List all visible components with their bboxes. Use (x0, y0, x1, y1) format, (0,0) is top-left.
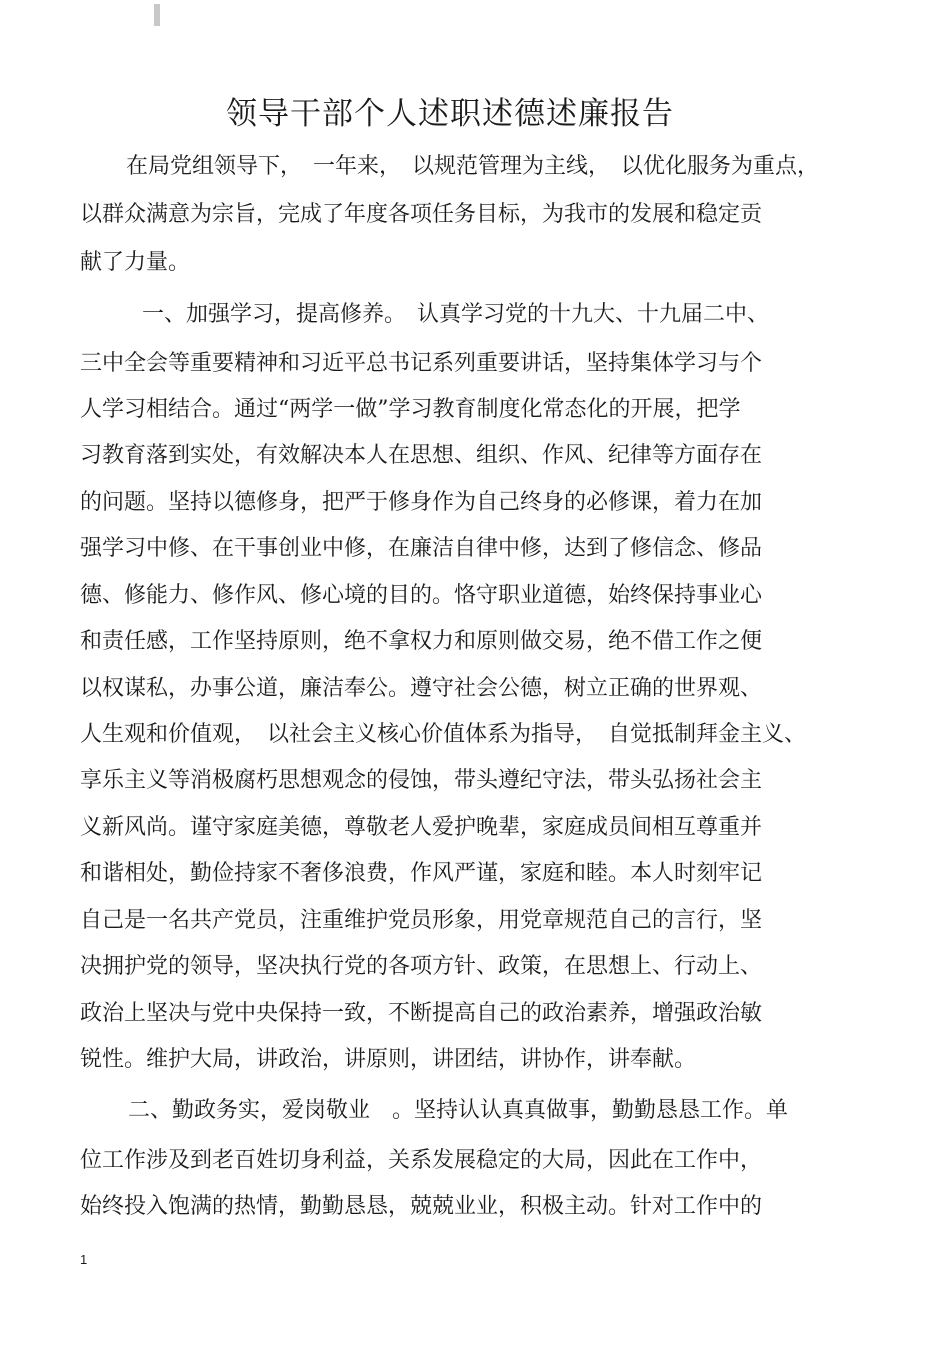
text-line: 人生观和价值观， 以社会主义核心价值体系为指导， 自觉抵制拜金主义、 (80, 722, 807, 747)
text-line: 德、修能力、修作风、修心境的目的。恪守职业道德，始终保持事业心 (80, 583, 763, 608)
text-line: 献了力量。 (80, 250, 191, 275)
text-line: 和谐相处，勤俭持家不奢侈浪费，作风严谨，家庭和睦。本人时刻牢记 (80, 861, 763, 886)
text-line: 享乐主义等消极腐朽思想观念的侵蚀，带头遵纪守法，带头弘扬社会主 (80, 768, 763, 793)
text-line: 决拥护党的领导，坚决执行党的各项方针、政策，在思想上、行动上、 (80, 954, 763, 979)
text-line: 义新风尚。谨守家庭美德，尊敬老人爱护晚辈，家庭成员间相互尊重并 (80, 815, 763, 840)
text-line: 人学习相结合。通过“两学一做”学习教育制度化常态化的开展，把学 (80, 397, 741, 422)
text-line: 自己是一名共产党员，注重维护党员形象，用党章规范自己的言行，坚 (80, 908, 763, 933)
text-line: 三中全会等重要精神和习近平总书记系列重要讲话，坚持集体学习与个 (80, 351, 763, 376)
text-line: 的问题。坚持以德修身，把严于修身作为自己终身的必修课，着力在加 (80, 490, 763, 515)
document-title: 领导干部个人述职述德述廉报告 (226, 96, 674, 132)
text-line: 习教育落到实处，有效解决本人在思想、组织、作风、纪律等方面存在 (80, 443, 763, 468)
text-line: 锐性。维护大局，讲政治，讲原则，讲团结，讲协作，讲奉献。 (80, 1047, 697, 1072)
text-line: 政治上坚决与党中央保持一致，不断提高自己的政治素养，增强政治敏 (80, 1001, 763, 1026)
text-line: 以群众满意为宗旨，完成了年度各项任务目标，为我市的发展和稳定贡 (80, 202, 763, 227)
page-number: 1 (80, 1252, 88, 1267)
section-heading-line: 二、勤政务实，爱岗敬业 。坚持认认真真做事，勤勤恳恳工作。单 (128, 1098, 789, 1123)
text-line: 以权谋私，办事公道，廉洁奉公。遵守社会公德，树立正确的世界观、 (80, 676, 763, 701)
text-line: 始终投入饱满的热情，勤勤恳恳，兢兢业业，积极主动。针对工作中的 (80, 1194, 763, 1219)
scan-mark (154, 4, 160, 26)
text-line: 在局党组领导下， 一年来， 以规范管理为主线， 以优化服务为重点， (126, 154, 820, 179)
text-line: 位工作涉及到老百姓切身利益，关系发展稳定的大局，因此在工作中， (80, 1148, 763, 1173)
text-line: 强学习中修、在干事创业中修，在廉洁自律中修，达到了修信念、修品 (80, 536, 763, 561)
text-line: 和责任感，工作坚持原则，绝不拿权力和原则做交易，绝不借工作之便 (80, 629, 763, 654)
section-heading-line: 一、加强学习，提高修养。 认真学习党的十九大、十九届二中、 (142, 302, 770, 327)
